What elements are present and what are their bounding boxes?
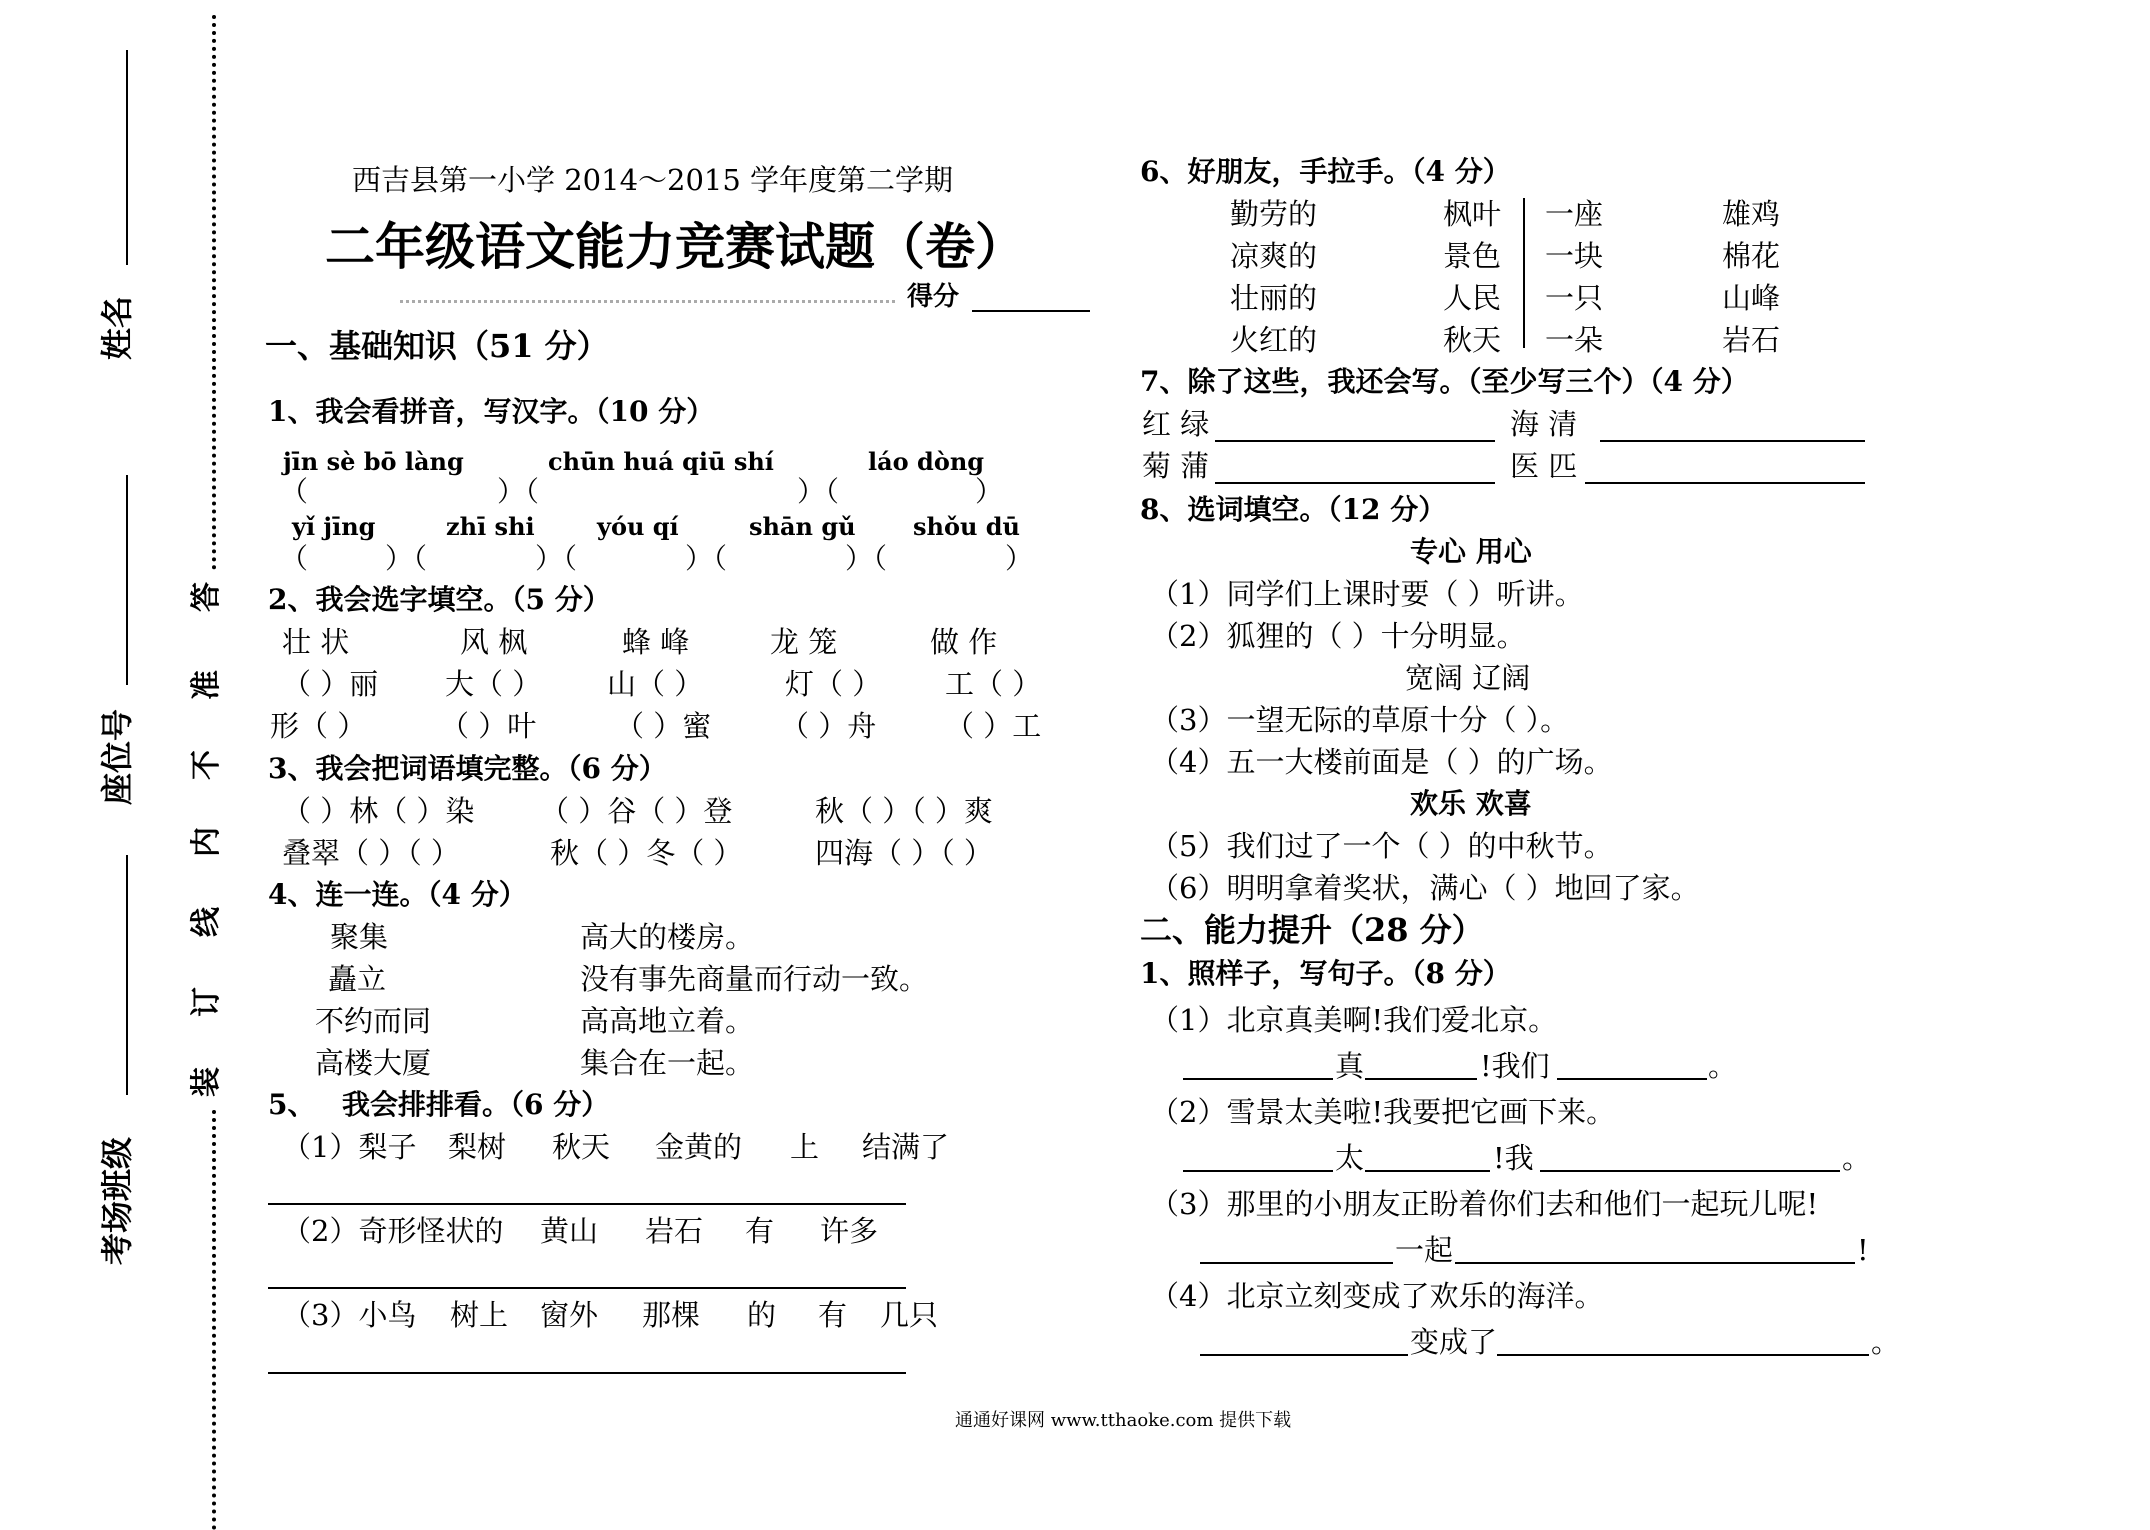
prompt-chars: 菊 蒲: [1142, 449, 1210, 483]
fill-item[interactable]: 四海（ ）（ ）: [815, 836, 993, 870]
match-adj[interactable]: 壮丽的: [1230, 281, 1318, 315]
binding-dotted-line-bottom: [212, 1110, 216, 1530]
match-right[interactable]: 高高地立着。: [580, 1004, 755, 1038]
prompt-chars: 海 清: [1510, 407, 1578, 441]
word-token: （2）奇形怪状的: [282, 1214, 504, 1248]
answer-bracket[interactable]: ）（: [535, 542, 578, 575]
fill-item[interactable]: （ ）舟: [780, 709, 877, 743]
example-sentence: （2）雪景太美啦!我要把它画下来。: [1150, 1095, 1616, 1129]
class-field-line[interactable]: [126, 855, 128, 1095]
match-adj[interactable]: 勤劳的: [1230, 197, 1318, 231]
seat-field-line[interactable]: [126, 475, 128, 685]
pinyin-word: chūn huá qiū shí: [548, 447, 774, 476]
prompt-chars: 医 匹: [1510, 449, 1578, 483]
match-right[interactable]: 集合在一起。: [580, 1046, 755, 1080]
sentence-fragment: !我: [1493, 1141, 1534, 1175]
answer-bracket[interactable]: ）（: [497, 475, 540, 508]
part2-heading: 二、能力提升（28 分）: [1140, 911, 1484, 949]
match-noun[interactable]: 枫叶: [1443, 197, 1502, 231]
write-line[interactable]: [1540, 1170, 1840, 1172]
write-line[interactable]: [1585, 482, 1865, 484]
fill-sentence[interactable]: （6）明明拿着奖状，满心（ ）地回了家。: [1150, 871, 1700, 905]
write-line[interactable]: [1497, 1354, 1869, 1356]
page-title: 二年级语文能力竞赛试题（卷）: [325, 217, 1025, 276]
q2-title: 2、我会选字填空。（5 分）: [268, 583, 611, 616]
q6-title: 6、好朋友，手拉手。（4 分）: [1140, 155, 1511, 188]
fill-item[interactable]: 形（ ）: [270, 709, 367, 743]
match-object[interactable]: 岩石: [1722, 323, 1781, 357]
answer-bracket[interactable]: ）（: [845, 542, 888, 575]
warning-char: 线: [189, 907, 224, 937]
q8-title: 8、选词填空。（12 分）: [1140, 493, 1447, 526]
match-adj[interactable]: 凉爽的: [1230, 239, 1318, 273]
sentence-fragment: 一起: [1395, 1233, 1454, 1267]
pinyin-word: yóu qí: [597, 512, 679, 541]
word-token: 结满了: [862, 1130, 950, 1164]
fill-item[interactable]: 秋（ ）（ ）爽: [815, 794, 993, 828]
write-line[interactable]: [1200, 1354, 1408, 1356]
write-line[interactable]: [1557, 1078, 1707, 1080]
score-field[interactable]: [972, 310, 1090, 312]
warning-char: 准: [189, 670, 224, 700]
match-object[interactable]: 雄鸡: [1722, 197, 1781, 231]
pinyin-word: shǒu dū: [913, 512, 1021, 541]
fill-sentence[interactable]: （4）五一大楼前面是（ ）的广场。: [1150, 745, 1613, 779]
word-token: 岩石: [645, 1214, 704, 1248]
fill-item[interactable]: （ ）谷（ ）登: [540, 794, 733, 828]
word-token: 许多: [820, 1214, 879, 1248]
answer-bracket[interactable]: ）（: [797, 475, 840, 508]
match-left[interactable]: 矗立: [328, 962, 387, 996]
answer-line[interactable]: [268, 1203, 906, 1205]
word-token: 梨树: [448, 1130, 507, 1164]
match-right[interactable]: 没有事先商量而行动一致。: [580, 962, 929, 996]
fill-item[interactable]: （ ）蜜: [615, 709, 712, 743]
q4-title: 4、连一连。（4 分）: [268, 878, 527, 911]
sentence-fragment: 。: [1842, 1141, 1872, 1175]
match-object[interactable]: 山峰: [1722, 281, 1781, 315]
match-noun[interactable]: 人民: [1443, 281, 1502, 315]
fill-sentence[interactable]: （1）同学们上课时要（ ）听讲。: [1150, 577, 1584, 611]
q5-title: 我会排排看。（6 分）: [342, 1088, 610, 1121]
binding-dotted-line-top: [212, 15, 216, 570]
q3-title: 3、我会把词语填完整。（6 分）: [268, 752, 667, 785]
word-token: 有: [818, 1298, 848, 1332]
match-measure[interactable]: 一座: [1545, 197, 1604, 231]
pinyin-word: shān gǔ: [749, 512, 856, 541]
word-token: 金黄的: [655, 1130, 743, 1164]
q7-title: 7、除了这些，我还会写。（至少写三个）（4 分）: [1140, 365, 1749, 398]
answer-bracket[interactable]: （: [280, 542, 309, 575]
fill-item[interactable]: （ ）丽: [282, 667, 379, 701]
pinyin-word: zhī shi: [446, 512, 535, 541]
warning-char: 不: [189, 750, 224, 780]
school-term: 西吉县第一小学 2014～2015 学年度第二学期: [352, 163, 954, 197]
write-line[interactable]: [1215, 440, 1495, 442]
pinyin-word: jīn sè bō làng: [283, 447, 464, 476]
answer-bracket[interactable]: ）（: [685, 542, 728, 575]
match-adj[interactable]: 火红的: [1230, 323, 1318, 357]
match-measure[interactable]: 一朵: [1545, 323, 1604, 357]
class-label: 考场班级: [98, 1136, 136, 1265]
fill-sentence[interactable]: （3）一望无际的草原十分（ ）。: [1150, 703, 1570, 737]
name-field-line[interactable]: [126, 50, 128, 265]
write-line[interactable]: [1200, 1262, 1393, 1264]
sentence-fragment: !我们: [1480, 1049, 1550, 1083]
sentence-fragment: 太: [1335, 1141, 1365, 1175]
word-token: （3）小鸟: [282, 1298, 417, 1332]
char-pair: 做 作: [930, 625, 998, 659]
fill-item[interactable]: 山（ ）: [607, 667, 704, 701]
answer-bracket[interactable]: （: [280, 475, 309, 508]
write-line[interactable]: [1455, 1262, 1855, 1264]
word-choice-group: 宽阔 辽阔: [1405, 661, 1531, 695]
fill-item[interactable]: 大（ ）: [445, 667, 542, 701]
char-pair: 蜂 峰: [622, 625, 690, 659]
q5-number: 5、: [268, 1088, 316, 1121]
match-left[interactable]: 不约而同: [315, 1004, 432, 1038]
write-line[interactable]: [1215, 482, 1495, 484]
write-line[interactable]: [1183, 1170, 1333, 1172]
name-label: 姓名: [98, 295, 136, 360]
fill-item[interactable]: 灯（ ）: [785, 667, 882, 701]
word-token: 黄山: [540, 1214, 599, 1248]
match-right[interactable]: 高大的楼房。: [580, 920, 755, 954]
sentence-fragment: 。: [1871, 1325, 1901, 1359]
sentence-fragment: !: [1857, 1233, 1869, 1267]
char-pair: 风 枫: [460, 625, 528, 659]
footer-credit: 通通好课网 www.tthaoke.com 提供下载: [955, 1410, 1292, 1431]
write-line[interactable]: [1365, 1170, 1490, 1172]
fill-item[interactable]: （ ）林（ ）染: [282, 794, 475, 828]
word-choice-group: 欢乐 欢喜: [1410, 787, 1532, 820]
fill-item[interactable]: 工（ ）: [945, 667, 1042, 701]
match-measure[interactable]: 一块: [1545, 239, 1604, 273]
fill-item[interactable]: 秋（ ）冬（ ）: [550, 836, 743, 870]
warning-char: 内: [189, 827, 224, 857]
column-divider: [1523, 198, 1525, 348]
part1-heading: 一、基础知识（51 分）: [265, 327, 609, 365]
word-token: 的: [747, 1298, 777, 1332]
match-noun[interactable]: 景色: [1443, 239, 1502, 273]
answer-line[interactable]: [268, 1372, 906, 1374]
seat-label: 座位号: [98, 708, 136, 805]
word-choice-group: 专心 用心: [1410, 535, 1532, 568]
answer-line[interactable]: [268, 1287, 906, 1289]
answer-bracket[interactable]: ）: [1005, 542, 1034, 575]
example-sentence: （4）北京立刻变成了欢乐的海洋。: [1150, 1279, 1604, 1313]
fill-item[interactable]: （ ）工: [945, 709, 1042, 743]
warning-char: 装: [189, 1067, 224, 1097]
match-measure[interactable]: 一只: [1545, 281, 1604, 315]
fill-sentence[interactable]: （2）狐狸的（ ）十分明显。: [1150, 619, 1526, 653]
write-line[interactable]: [1600, 440, 1865, 442]
word-token: （1）梨子: [282, 1130, 417, 1164]
word-token: 那棵: [642, 1298, 701, 1332]
warning-char: 答: [189, 582, 224, 612]
q1-title: 1、我会看拼音，写汉字。（10 分）: [268, 395, 715, 428]
word-token: 上: [790, 1130, 820, 1164]
warning-char: 订: [189, 987, 224, 1017]
sentence-fragment: 真: [1335, 1049, 1365, 1083]
word-token: 有: [745, 1214, 775, 1248]
match-noun[interactable]: 秋天: [1443, 323, 1502, 357]
match-object[interactable]: 棉花: [1722, 239, 1781, 273]
pinyin-word: láo dòng: [868, 447, 985, 476]
prompt-chars: 红 绿: [1142, 407, 1210, 441]
word-token: 窗外: [540, 1298, 599, 1332]
answer-bracket[interactable]: ）: [975, 475, 1004, 508]
word-token: 几只: [880, 1298, 939, 1332]
fill-sentence[interactable]: （5）我们过了一个（ ）的中秋节。: [1150, 829, 1613, 863]
word-token: 秋天: [552, 1130, 611, 1164]
write-line[interactable]: [1183, 1078, 1333, 1080]
title-dotted-rule: [400, 300, 895, 303]
answer-bracket[interactable]: ）（: [385, 542, 428, 575]
fill-item[interactable]: （ ）叶: [440, 709, 537, 743]
fill-item[interactable]: 叠翠（ ）（ ）: [282, 836, 460, 870]
score-label: 得分: [907, 282, 960, 312]
match-left[interactable]: 高楼大厦: [315, 1046, 432, 1080]
match-left[interactable]: 聚集: [330, 920, 389, 954]
word-token: 树上: [450, 1298, 509, 1332]
write-line[interactable]: [1365, 1078, 1477, 1080]
sentence-fragment: 。: [1708, 1049, 1738, 1083]
pinyin-word: yǐ jīng: [292, 512, 376, 541]
char-pair: 壮 状: [282, 625, 350, 659]
part2-q1-title: 1、照样子，写句子。（8 分）: [1140, 957, 1511, 990]
sentence-fragment: 变成了: [1410, 1325, 1498, 1359]
example-sentence: （3）那里的小朋友正盼着你们去和他们一起玩儿呢!: [1150, 1187, 1819, 1221]
example-sentence: （1）北京真美啊!我们爱北京。: [1150, 1003, 1558, 1037]
char-pair: 龙 笼: [770, 625, 838, 659]
